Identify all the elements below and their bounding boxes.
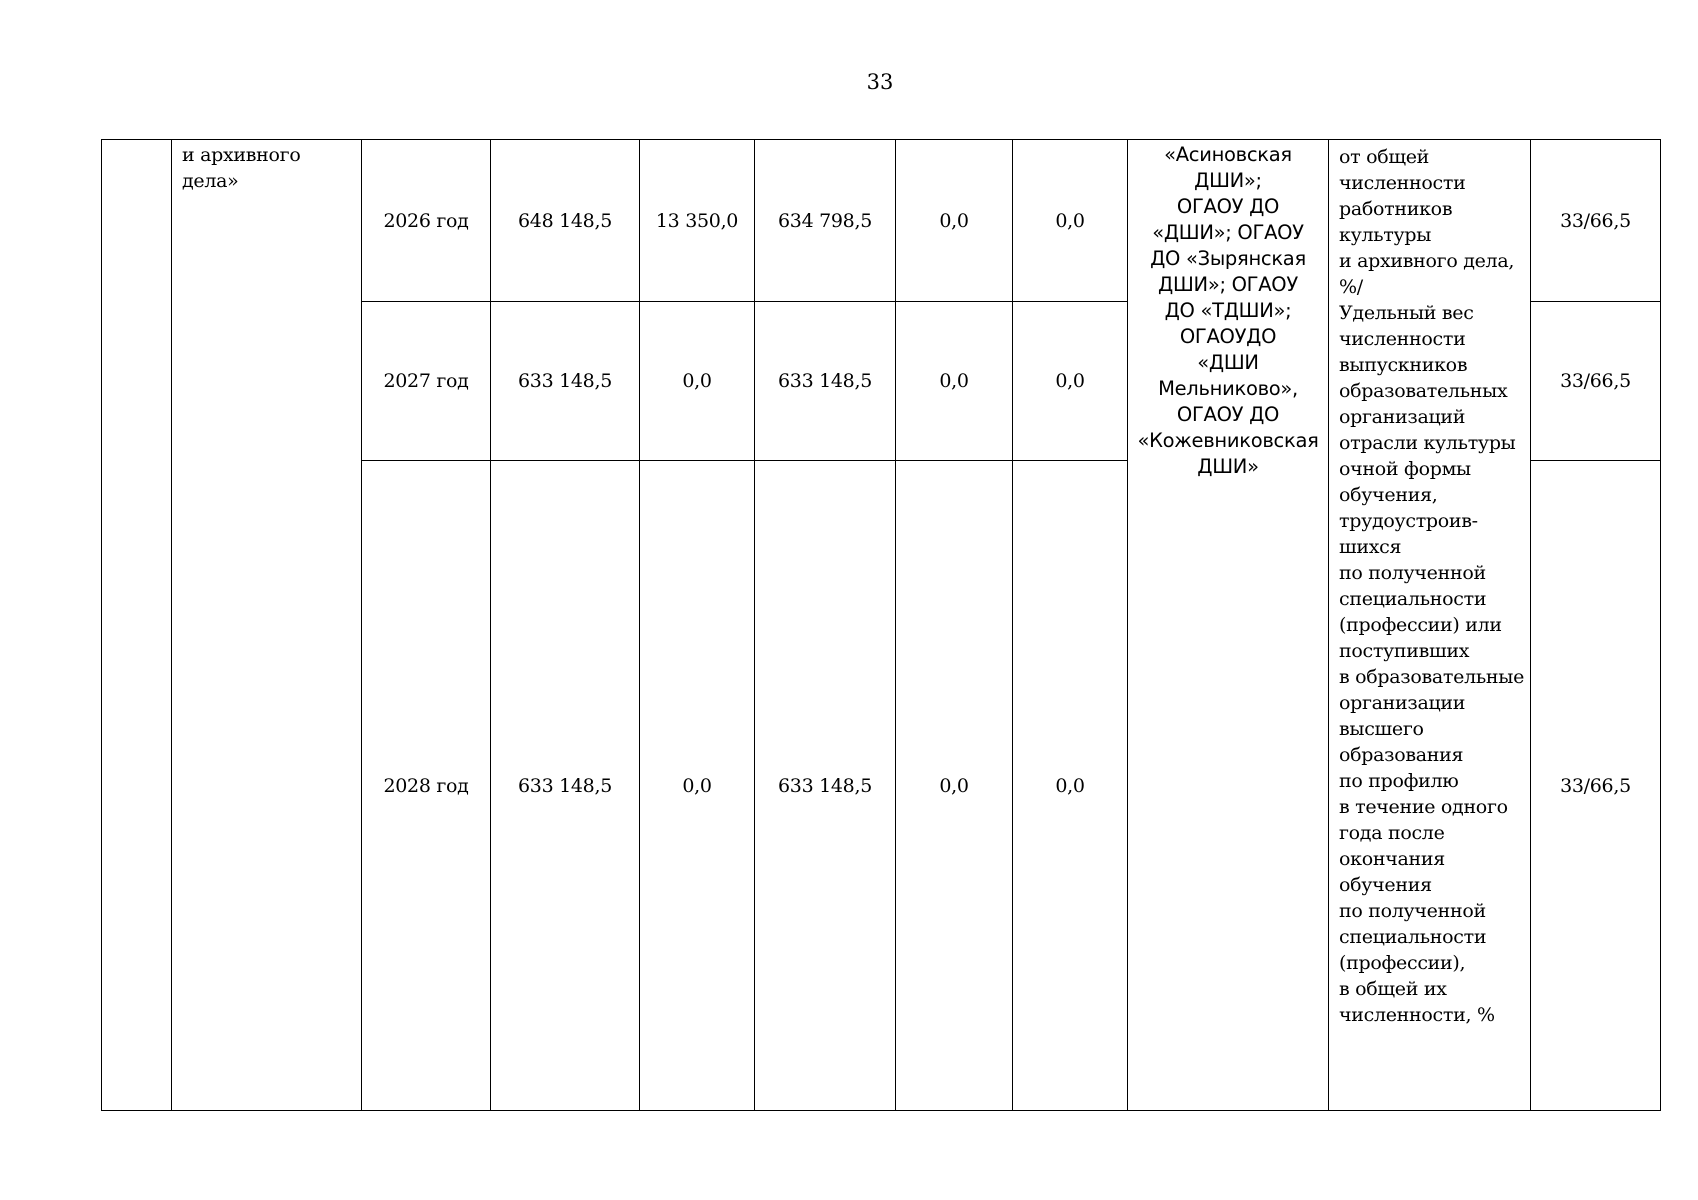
other-cell: 0,0	[1013, 461, 1128, 1111]
executor-line: ОГАОУ ДО	[1176, 195, 1280, 218]
executor-line: «Асиновская	[1164, 143, 1292, 166]
indicator-line: численности	[1339, 172, 1466, 194]
page-number: 33	[866, 70, 894, 94]
executor-line: ОГАОУ ДО	[1176, 403, 1280, 426]
indicator-line: численности, %	[1339, 1004, 1495, 1026]
executor-line: ДШИ»; ОГАОУ	[1158, 273, 1298, 296]
indicator-line: шихся	[1339, 536, 1402, 558]
executor-line: ДО «Зырянская	[1150, 247, 1306, 270]
executor-line: ОГАОУДО	[1179, 325, 1277, 348]
indicator-line: (профессии) или	[1339, 614, 1502, 636]
indicator-line: и архивного дела,	[1339, 250, 1515, 272]
local-cell: 0,0	[896, 302, 1013, 461]
indicator-line: от общей	[1339, 146, 1430, 168]
indicator-line: обучения	[1339, 874, 1432, 896]
indicator-cell	[1329, 140, 1531, 1111]
task-name-line: и архивного	[182, 144, 301, 166]
indicator-line: в образовательные	[1339, 666, 1525, 688]
other-cell: 0,0	[1013, 302, 1128, 461]
year-cell: 2027 год	[362, 302, 491, 461]
indicator-line: организации	[1339, 692, 1466, 714]
indicator-line: (профессии),	[1339, 952, 1466, 974]
indicator-line: специальности	[1339, 926, 1487, 948]
indicator-line: обучения,	[1339, 484, 1438, 506]
total-cell: 633 148,5	[491, 461, 640, 1111]
executor-line: «ДШИ	[1197, 351, 1259, 374]
regional-cell: 633 148,5	[755, 302, 896, 461]
indicator-line: высшего	[1339, 718, 1424, 740]
local-cell: 0,0	[896, 140, 1013, 302]
indicator-value-cell: 33/66,5	[1531, 302, 1661, 461]
table-row	[102, 140, 1661, 302]
executor-line: «Кожевниковская	[1137, 429, 1319, 452]
indicator-line: года после	[1339, 822, 1445, 844]
indicator-line: отрасли культуры	[1339, 432, 1516, 454]
year-cell: 2028 год	[362, 461, 491, 1111]
indicator-line: %/	[1339, 276, 1363, 298]
regional-cell: 634 798,5	[755, 140, 896, 302]
regional-cell: 633 148,5	[755, 461, 896, 1111]
local-cell: 0,0	[896, 461, 1013, 1111]
executor-line: ДШИ»;	[1194, 169, 1262, 192]
task-name-cell	[172, 140, 362, 1111]
indicator-line: образовательных	[1339, 380, 1508, 402]
indicator-line: очной формы	[1339, 458, 1471, 480]
indicator-line: численности	[1339, 328, 1466, 350]
federal-cell: 13 350,0	[640, 140, 755, 302]
indicator-line: по полученной	[1339, 562, 1486, 584]
row-number-cell	[102, 140, 172, 1111]
federal-cell: 0,0	[640, 302, 755, 461]
indicator-line: организаций	[1339, 406, 1466, 428]
federal-cell: 0,0	[640, 461, 755, 1111]
executor-line: ДО «ТДШИ»;	[1164, 299, 1292, 322]
indicator-value-cell: 33/66,5	[1531, 461, 1661, 1111]
executor-line: «ДШИ»; ОГАОУ	[1152, 221, 1304, 244]
total-cell: 648 148,5	[491, 140, 640, 302]
executor-line: ДШИ»	[1197, 455, 1259, 478]
task-name-line: дела»	[182, 170, 239, 192]
indicator-line: по профилю	[1339, 770, 1459, 792]
indicator-line: поступивших	[1339, 640, 1470, 662]
indicator-line: работников	[1339, 198, 1453, 220]
indicator-line: в течение одного	[1339, 796, 1508, 818]
indicator-line: Удельный вес	[1339, 302, 1474, 324]
other-cell: 0,0	[1013, 140, 1128, 302]
indicator-line: окончания	[1339, 848, 1445, 870]
indicator-line: выпускников	[1339, 354, 1468, 376]
indicator-line: в общей их	[1339, 978, 1447, 1000]
indicator-line: трудоустроив-	[1339, 510, 1478, 532]
indicator-line: культуры	[1339, 224, 1432, 246]
total-cell: 633 148,5	[491, 302, 640, 461]
executor-line: Мельниково»,	[1158, 377, 1298, 400]
year-cell: 2026 год	[362, 140, 491, 302]
indicator-value-cell: 33/66,5	[1531, 140, 1661, 302]
budget-table	[101, 139, 1661, 1111]
indicator-line: специальности	[1339, 588, 1487, 610]
indicator-line: по полученной	[1339, 900, 1486, 922]
executors-cell	[1128, 140, 1329, 1111]
indicator-line: образования	[1339, 744, 1464, 766]
